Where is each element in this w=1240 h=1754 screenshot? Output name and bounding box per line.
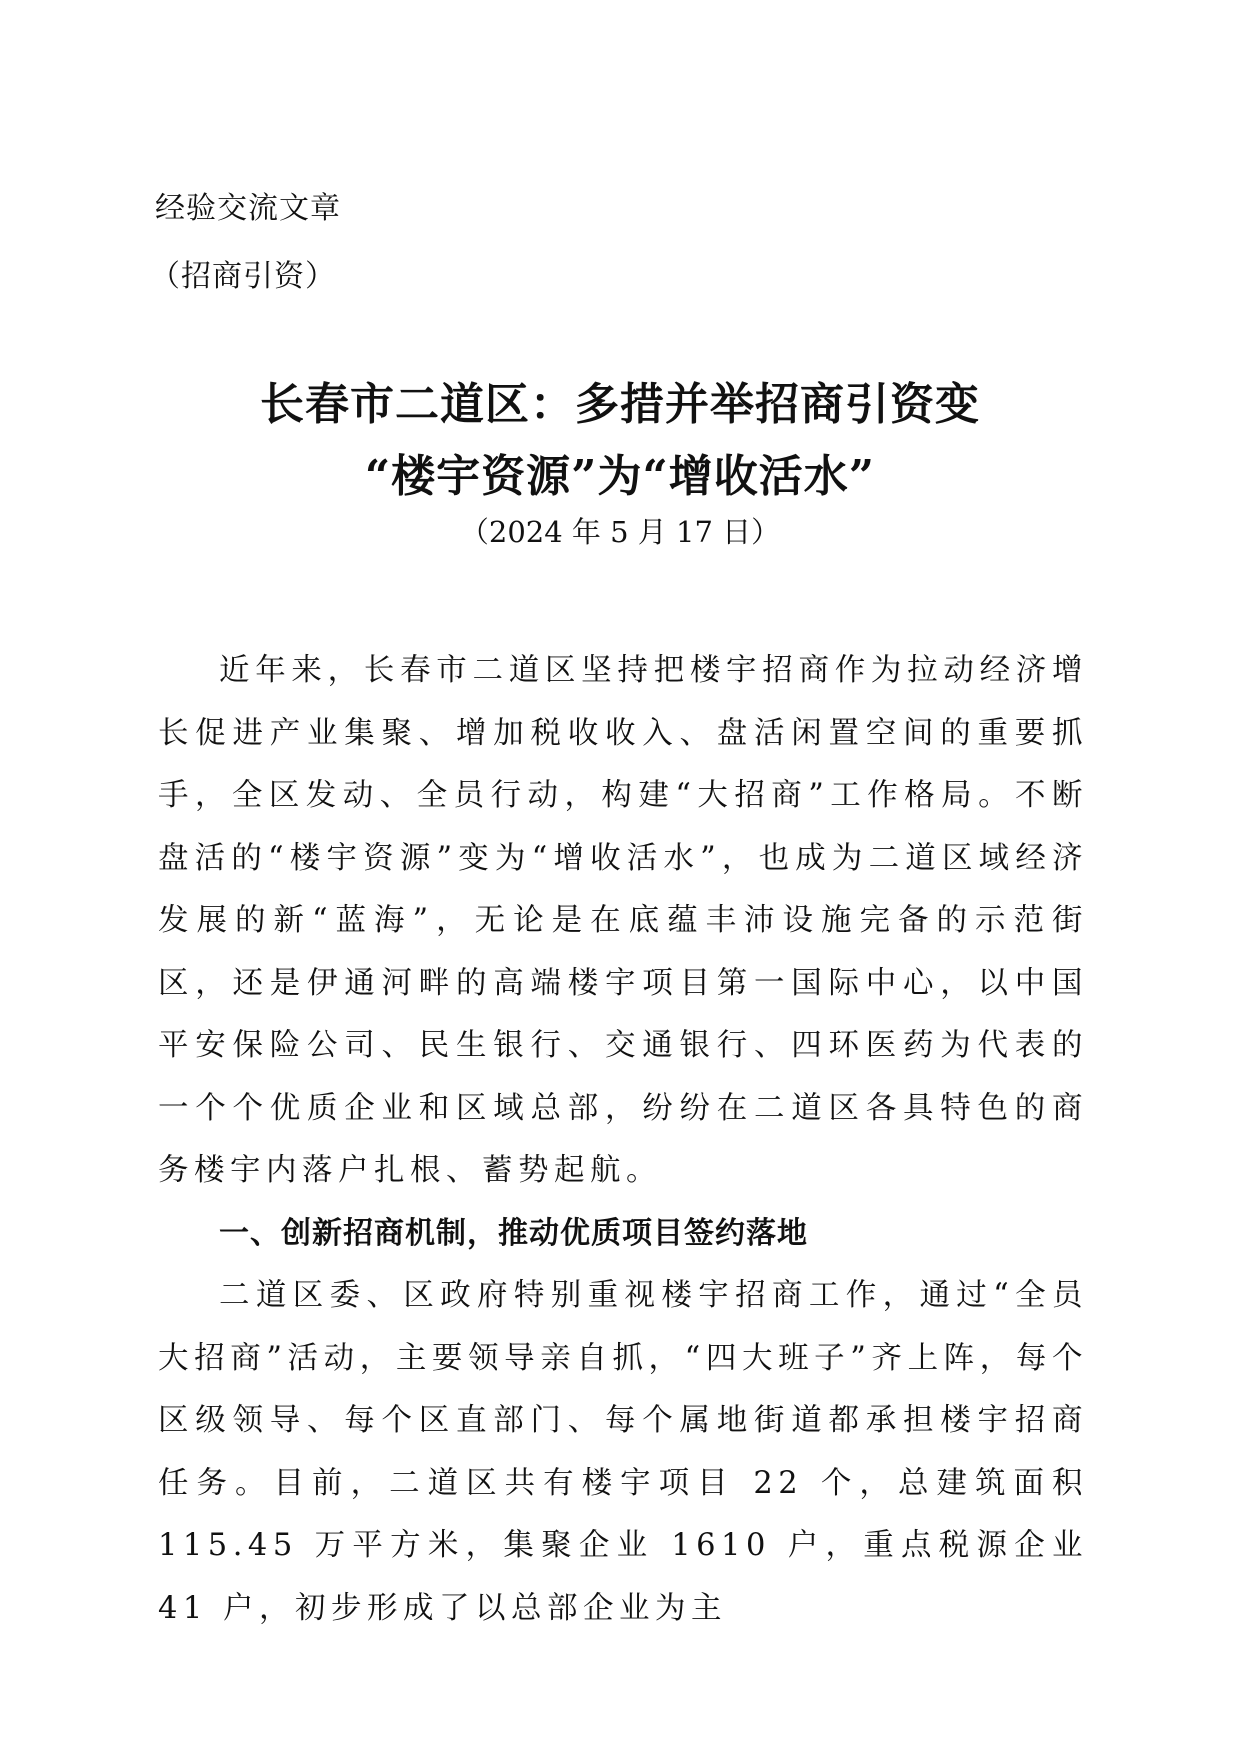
document-category: 经验交流文章	[155, 191, 341, 226]
document-subcategory: （招商引资）	[150, 259, 336, 294]
document-date: （2024 年 5 月 17 日）	[459, 515, 781, 549]
body-paragraph-1: 近年来，长春市二道区坚持把楼宇招商作为拉动经济增长促进产业集聚、增加税收收入、盘活闲置空间的重要抓手，全区发动、全员行动，构建“大招商”工作格局。不断盘活的“楼宇资源”变为“增收活水”，也成为二道区域经济发展的新“蓝海”，无论是在底蕴丰沛设施完备的示范街区，还是伊通河畔的高端楼宇项目第一国际中心，以中国平安保险公司、民生银行、交通银行、四环医药为代表的一个个优质企业和区域总部，纷纷在二道区各具特色的商务楼宇内落户扎根、蓄势起航。	[158, 653, 1088, 1188]
body-paragraph-2: 二道区委、区政府特别重视楼宇招商工作，通过“全员大招商”活动，主要领导亲自抓，“四大班子”齐上阵，每个区级领导、每个区直部门、每个属地街道都承担楼宇招商任务。目前，二道区共有楼宇项目 22 个，总建筑面积 115.45 万平方米，集聚企业 1610 户，重点税源企业 41 户，初步形成了以总部企业为主	[158, 1278, 1088, 1626]
document-body	[158, 640, 1088, 1640]
section-heading-1: 一、创新招商机制，推动优质项目签约落地	[219, 1215, 808, 1251]
document-title-line-2: “楼宇资源”为“增收活水”	[364, 451, 876, 502]
document-title-line-1: 长春市二道区：多措并举招商引资变	[260, 379, 980, 430]
